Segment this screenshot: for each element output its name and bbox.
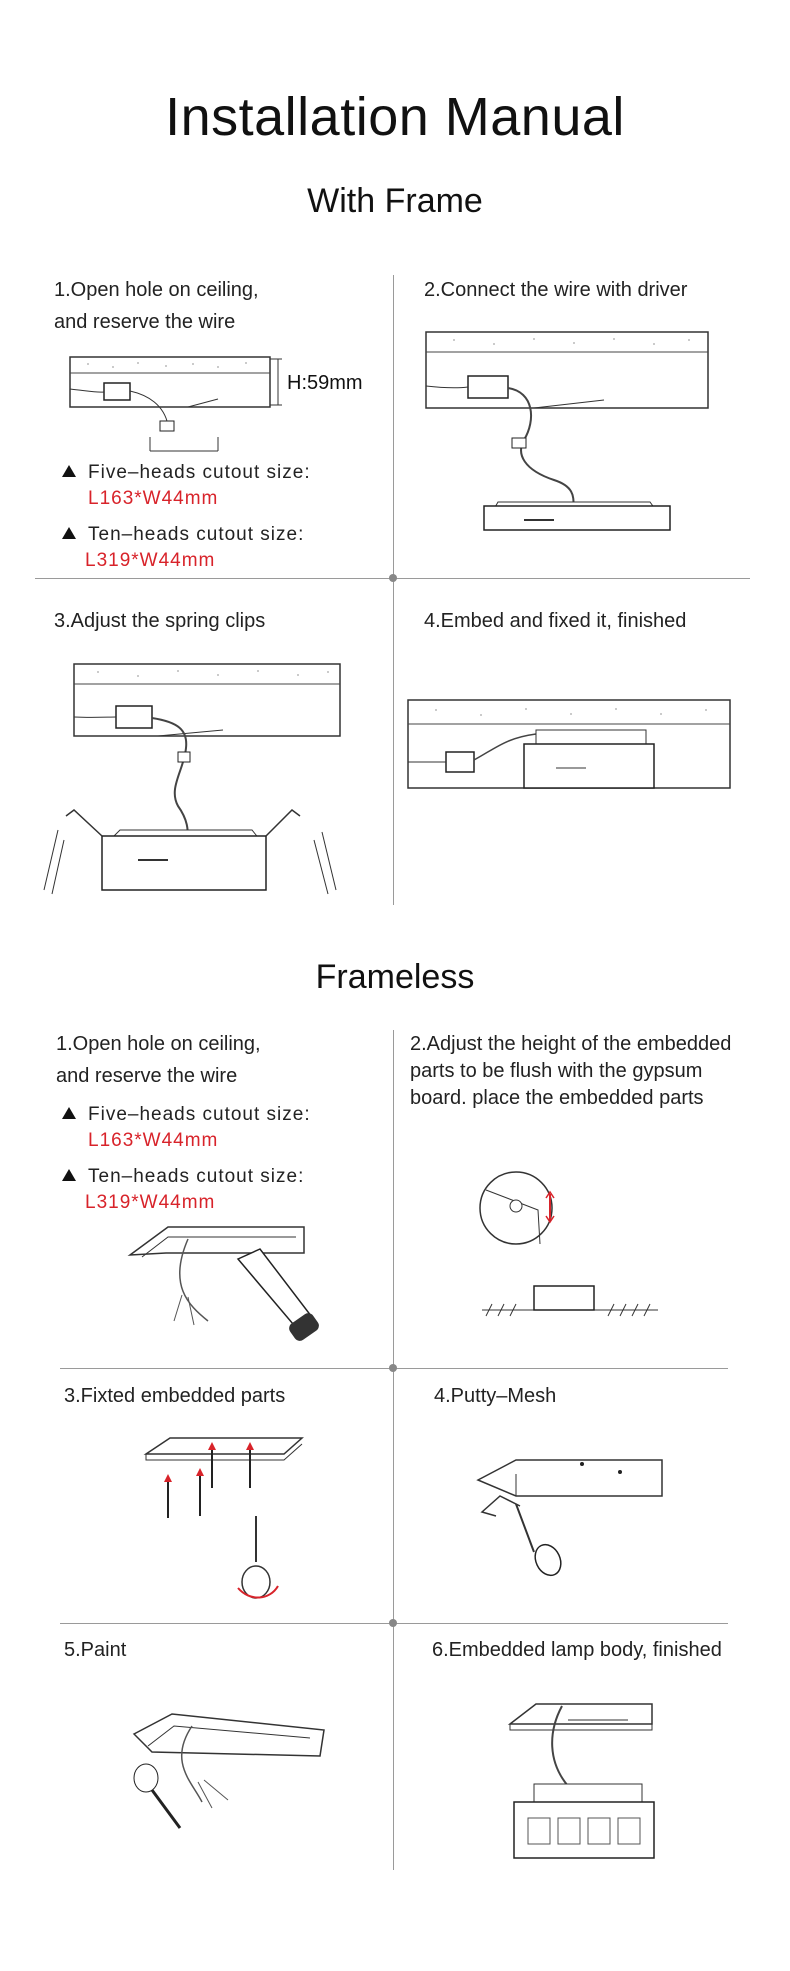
- triangle-icon: [62, 1169, 76, 1181]
- triangle-icon: [62, 527, 76, 539]
- spec-ten-heads-value: L319*W44mm: [85, 1192, 216, 1213]
- divider-dot: [389, 574, 397, 582]
- spec-five-heads-value: L163*W44mm: [88, 488, 219, 509]
- step-label: 3.Adjust the spring clips: [54, 610, 266, 632]
- spec-ten-heads-value: L319*W44mm: [85, 550, 216, 571]
- frameless-step4-illustration: [476, 1456, 676, 1576]
- step-label: 1.Open hole on ceiling, and reserve the wire: [54, 279, 259, 333]
- step-label: 4.Putty–Mesh: [434, 1385, 557, 1407]
- frameless-step2-illustration: [478, 1170, 668, 1320]
- triangle-icon: [62, 465, 76, 477]
- divider-dot: [389, 1619, 397, 1627]
- step1-ceiling-illustration: [68, 355, 378, 455]
- step-label: 3.Fixted embedded parts: [64, 1385, 286, 1407]
- frameless-heading: Frameless: [315, 958, 475, 996]
- divider-vertical: [393, 1030, 394, 1870]
- height-label: H:59mm: [287, 372, 363, 394]
- spec-five-heads: Five–heads cutout size:: [62, 1104, 311, 1126]
- step3-spring-clips-illustration: [38, 660, 348, 895]
- page-title: Installation Manual: [165, 87, 625, 147]
- divider-vertical: [393, 275, 394, 905]
- divider-dot: [389, 1364, 397, 1372]
- step4-finished-illustration: [406, 698, 736, 798]
- with-frame-heading: With Frame: [307, 182, 483, 220]
- step-label: 1.Open hole on ceiling, and reserve the wire: [56, 1033, 261, 1087]
- step2-driver-illustration: [424, 330, 714, 535]
- frameless-step6-illustration: [508, 1702, 674, 1862]
- spec-ten-heads: Ten–heads cutout size:: [62, 524, 304, 546]
- step-label: 2.Adjust the height of the embedded parts to be flush with the gypsum board. place the embedded parts: [410, 1033, 732, 1109]
- spec-five-heads: Five–heads cutout size:: [62, 462, 311, 484]
- step-label: 4.Embed and fixed it, finished: [424, 610, 687, 632]
- step-label: 5.Paint: [64, 1639, 127, 1661]
- frameless-step3-illustration: [140, 1432, 310, 1610]
- step-label: 2.Connect the wire with driver: [424, 279, 688, 301]
- step-label: 6.Embedded lamp body, finished: [432, 1639, 722, 1661]
- spec-five-heads-value: L163*W44mm: [88, 1130, 219, 1151]
- triangle-icon: [62, 1107, 76, 1119]
- frameless-step5-illustration: [132, 1712, 332, 1832]
- spec-ten-heads: Ten–heads cutout size:: [62, 1166, 304, 1188]
- frameless-step1-illustration: [128, 1225, 348, 1345]
